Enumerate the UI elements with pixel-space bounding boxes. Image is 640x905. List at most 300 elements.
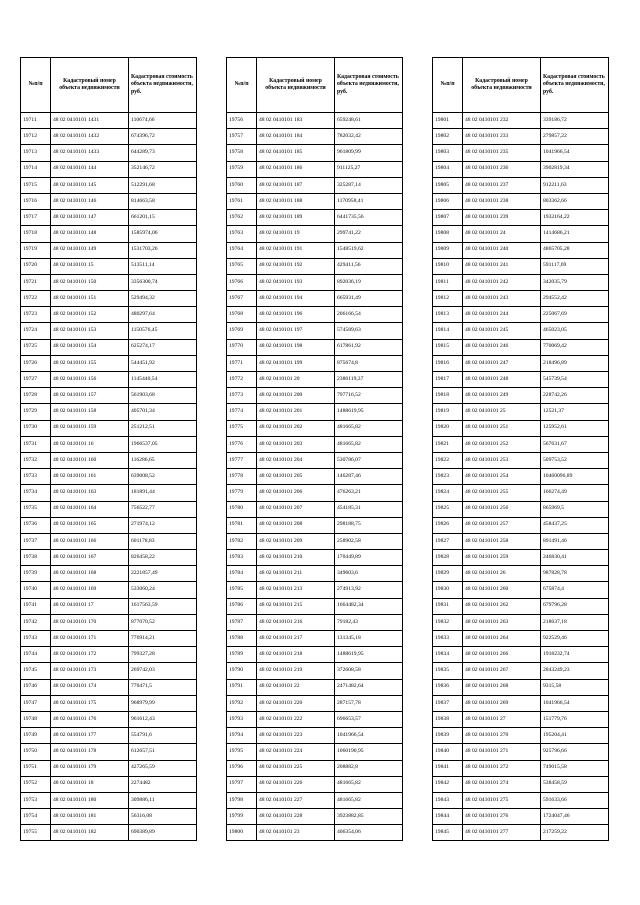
table-row [227, 533, 403, 549]
cadastral-value: 274913,92 [335, 582, 403, 598]
cadastral-number: 48 02 0410101 184 [257, 129, 335, 145]
cadastral-value: 352146,72 [129, 161, 197, 177]
table-row [227, 129, 403, 145]
cadastral-value: 574589,63 [335, 323, 403, 339]
cadastral-value: 911125,27 [335, 161, 403, 177]
row-number: 19825 [433, 501, 463, 517]
row-number: 19735 [21, 501, 51, 517]
row-number: 19839 [433, 728, 463, 744]
table-row [21, 420, 197, 436]
cadastral-value: 325287,14 [335, 177, 403, 193]
row-number: 19834 [433, 647, 463, 663]
cadastral-number: 48 02 0410101 173 [51, 663, 129, 679]
row-number: 19758 [227, 145, 257, 161]
row-number: 19714 [21, 161, 51, 177]
cadastral-value: 6441735,56 [335, 210, 403, 226]
table-row [21, 566, 197, 582]
row-number: 19814 [433, 323, 463, 339]
cadastral-number: 48 02 0410101 158 [51, 404, 129, 420]
cadastral-value: 480297,64 [129, 307, 197, 323]
cadastral-value: 1918232,74 [541, 647, 609, 663]
cadastral-number: 48 02 0410101 154 [51, 339, 129, 355]
table-row [433, 177, 609, 193]
cadastral-value: 749015,58 [541, 760, 609, 776]
cadastral-value: 12521,37 [541, 404, 609, 420]
row-number: 19810 [433, 258, 463, 274]
cadastral-number: 48 02 0410101 271 [463, 744, 541, 760]
cadastral-number: 48 02 0410101 204 [257, 452, 335, 468]
row-number: 19816 [433, 355, 463, 371]
row-number: 19727 [21, 372, 51, 388]
cadastral-value: 659248,61 [335, 113, 403, 129]
cadastral-value: 218496,89 [541, 355, 609, 371]
cadastral-number: 48 02 0410101 178 [51, 744, 129, 760]
row-number: 19830 [433, 582, 463, 598]
cadastral-number: 48 02 0410101 251 [463, 420, 541, 436]
cadastral-value: 206166,54 [335, 307, 403, 323]
cadastral-value: 349603,6 [335, 566, 403, 582]
table-row [433, 760, 609, 776]
row-number: 19736 [21, 517, 51, 533]
cadastral-number: 48 02 0410101 1432 [51, 129, 129, 145]
row-number: 19756 [227, 113, 257, 129]
cadastral-number: 48 02 0410101 171 [51, 631, 129, 647]
cadastral-value: 481665,82 [335, 776, 403, 792]
cadastral-value: 195204,41 [541, 728, 609, 744]
row-number: 19842 [433, 776, 463, 792]
row-number: 19785 [227, 582, 257, 598]
header-cadastral-number: Кадастровый номер объекта недвижимости [51, 58, 129, 113]
cadastral-value: 912211,63 [541, 177, 609, 193]
row-number: 19807 [433, 210, 463, 226]
table-row [227, 485, 403, 501]
cadastral-value: 679796,28 [541, 598, 609, 614]
cadastral-number: 48 02 0410101 239 [463, 210, 541, 226]
table-row [227, 274, 403, 290]
cadastral-number: 48 02 0410101 210 [257, 550, 335, 566]
cadastral-number: 48 02 0410101 222 [257, 711, 335, 727]
cadastral-value: 251212,51 [129, 420, 197, 436]
cadastral-value: 458437,25 [541, 517, 609, 533]
row-number: 19826 [433, 517, 463, 533]
row-number: 19773 [227, 388, 257, 404]
row-number: 19717 [21, 210, 51, 226]
cadastral-number: 48 02 0410101 194 [257, 291, 335, 307]
cadastral-value: 591117,69 [541, 258, 609, 274]
cadastral-value: 803362,66 [541, 193, 609, 209]
register-table-1 [20, 57, 197, 841]
table-row [433, 614, 609, 630]
row-number: 19789 [227, 647, 257, 663]
row-number: 19794 [227, 728, 257, 744]
table-row [227, 582, 403, 598]
table-row [21, 533, 197, 549]
cadastral-number: 48 02 0410101 200 [257, 388, 335, 404]
cadastral-value: 530786,07 [335, 452, 403, 468]
cadastral-number: 48 02 0410101 150 [51, 274, 129, 290]
cadastral-number: 48 02 0410101 205 [257, 469, 335, 485]
table-row [227, 792, 403, 808]
cadastral-value: 131345,18 [335, 631, 403, 647]
row-number: 19719 [21, 242, 51, 258]
cadastral-number: 48 02 0410101 217 [257, 631, 335, 647]
cadastral-value: 1932164,22 [541, 210, 609, 226]
table-row [227, 145, 403, 161]
cadastral-number: 48 02 0410101 164 [51, 501, 129, 517]
cadastral-value: 617861,92 [335, 339, 403, 355]
row-number: 19783 [227, 550, 257, 566]
cadastral-number: 48 02 0410101 254 [463, 469, 541, 485]
table-row [433, 339, 609, 355]
cadastral-number: 48 02 0410101 245 [463, 323, 541, 339]
row-number: 19766 [227, 274, 257, 290]
row-number: 19760 [227, 177, 257, 193]
table-row [433, 469, 609, 485]
row-number: 19832 [433, 614, 463, 630]
cadastral-value: 591633,66 [541, 792, 609, 808]
cadastral-value: 2221857,49 [129, 566, 197, 582]
cadastral-number: 48 02 0410101 148 [51, 226, 129, 242]
cadastral-value: 826458,22 [129, 550, 197, 566]
cadastral-number: 48 02 0410101 201 [257, 404, 335, 420]
table-row [21, 113, 197, 129]
row-number: 19762 [227, 210, 257, 226]
row-number: 19797 [227, 776, 257, 792]
cadastral-value: 4865705,28 [541, 242, 609, 258]
cadastral-number: 48 02 0410101 206 [257, 485, 335, 501]
table-row [21, 760, 197, 776]
cadastral-value: 690389,89 [129, 825, 197, 841]
cadastral-number: 48 02 0410101 276 [463, 809, 541, 825]
cadastral-value: 797716,52 [335, 388, 403, 404]
table-row [433, 501, 609, 517]
row-number: 19817 [433, 372, 463, 388]
row-number: 19827 [433, 533, 463, 549]
table-row [433, 809, 609, 825]
cadastral-number: 48 02 0410101 228 [257, 809, 335, 825]
cadastral-value: 612657,51 [129, 744, 197, 760]
row-number: 19840 [433, 744, 463, 760]
table-row [227, 728, 403, 744]
table-row [21, 323, 197, 339]
row-number: 19812 [433, 291, 463, 307]
cadastral-number: 48 02 0410101 22 [257, 679, 335, 695]
table-row [21, 582, 197, 598]
table-row [21, 161, 197, 177]
cadastral-number: 48 02 0410101 232 [463, 113, 541, 129]
cadastral-number: 48 02 0410101 175 [51, 695, 129, 711]
cadastral-number: 48 02 0410101 258 [463, 533, 541, 549]
row-number: 19808 [433, 226, 463, 242]
row-number: 19782 [227, 533, 257, 549]
row-number: 19722 [21, 291, 51, 307]
cadastral-value: 339186,72 [541, 113, 609, 129]
table-row [227, 631, 403, 647]
row-number: 19774 [227, 404, 257, 420]
table-row [227, 193, 403, 209]
table-row [227, 776, 403, 792]
row-number: 19728 [21, 388, 51, 404]
row-number: 19716 [21, 193, 51, 209]
cadastral-value: 9315,58 [541, 679, 609, 695]
table-row [21, 695, 197, 711]
cadastral-value: 1414686,21 [541, 226, 609, 242]
table-row [227, 242, 403, 258]
cadastral-value: 454185,31 [335, 501, 403, 517]
row-number: 19712 [21, 129, 51, 145]
table-row [433, 193, 609, 209]
cadastral-number: 48 02 0410101 146 [51, 193, 129, 209]
table-row [433, 242, 609, 258]
table-row [21, 193, 197, 209]
row-number: 19738 [21, 550, 51, 566]
cadastral-number: 48 02 0410101 207 [257, 501, 335, 517]
table-row [21, 792, 197, 808]
cadastral-value: 217259,22 [541, 825, 609, 841]
table-row [21, 598, 197, 614]
cadastral-number: 48 02 0410101 152 [51, 307, 129, 323]
cadastral-value: 481665,82 [335, 436, 403, 452]
cadastral-value: 225067,69 [541, 307, 609, 323]
row-number: 19815 [433, 339, 463, 355]
cadastral-number: 48 02 0410101 26 [463, 566, 541, 582]
table-row [21, 809, 197, 825]
row-number: 19800 [227, 825, 257, 841]
cadastral-number: 48 02 0410101 223 [257, 728, 335, 744]
cadastral-number: 48 02 0410101 244 [463, 307, 541, 323]
cadastral-value: 1041966,54 [541, 145, 609, 161]
row-number: 19731 [21, 436, 51, 452]
table-row [21, 469, 197, 485]
row-number: 19788 [227, 631, 257, 647]
table-header-row [433, 58, 609, 113]
table-row [227, 291, 403, 307]
cadastral-value: 925796,66 [541, 744, 609, 760]
cadastral-value: 2274482 [129, 776, 197, 792]
cadastral-value: 3923882,85 [335, 809, 403, 825]
cadastral-number: 48 02 0410101 185 [257, 145, 335, 161]
row-number: 19844 [433, 809, 463, 825]
row-number: 19809 [433, 242, 463, 258]
cadastral-number: 48 02 0410101 189 [257, 210, 335, 226]
row-number: 19818 [433, 388, 463, 404]
cadastral-number: 48 02 0410101 165 [51, 517, 129, 533]
table-row [227, 339, 403, 355]
table-row [433, 679, 609, 695]
cadastral-value: 961809,99 [335, 145, 403, 161]
cadastral-value: 309886,11 [129, 792, 197, 808]
row-number: 19768 [227, 307, 257, 323]
row-number: 19787 [227, 614, 257, 630]
cadastral-number: 48 02 0410101 186 [257, 161, 335, 177]
table-row [21, 776, 197, 792]
cadastral-number: 48 02 0410101 24 [463, 226, 541, 242]
table-row [21, 614, 197, 630]
table-row [21, 226, 197, 242]
table-row [227, 469, 403, 485]
cadastral-value: 601178,83 [129, 533, 197, 549]
row-number: 19713 [21, 145, 51, 161]
cadastral-number: 48 02 0410101 216 [257, 614, 335, 630]
table-row [433, 663, 609, 679]
cadastral-number: 48 02 0410101 156 [51, 372, 129, 388]
cadastral-value: 1041966,54 [335, 728, 403, 744]
cadastral-value: 782032,42 [335, 129, 403, 145]
cadastral-value: 922529,46 [541, 631, 609, 647]
cadastral-number: 48 02 0410101 15 [51, 258, 129, 274]
table-row [21, 647, 197, 663]
cadastral-value: 2471482,64 [335, 679, 403, 695]
row-number: 19767 [227, 291, 257, 307]
cadastral-number: 48 02 0410101 274 [463, 776, 541, 792]
cadastral-value: 56316,08 [129, 809, 197, 825]
row-number: 19732 [21, 452, 51, 468]
row-number: 19837 [433, 695, 463, 711]
header-cadastral-value: Кадастровая стоимость объекта недвижимости, руб. [335, 58, 403, 113]
row-number: 19791 [227, 679, 257, 695]
table-row [21, 404, 197, 420]
row-number: 19796 [227, 760, 257, 776]
cadastral-value: 1060190,95 [335, 744, 403, 760]
cadastral-number: 48 02 0410101 218 [257, 647, 335, 663]
table-row [21, 307, 197, 323]
table-row [227, 501, 403, 517]
table-row [227, 760, 403, 776]
cadastral-number: 48 02 0410101 202 [257, 420, 335, 436]
table-row [21, 485, 197, 501]
row-number: 19711 [21, 113, 51, 129]
row-number: 19721 [21, 274, 51, 290]
table-row [433, 550, 609, 566]
cadastral-number: 48 02 0410101 19 [257, 226, 335, 242]
row-number: 19770 [227, 339, 257, 355]
row-number: 19819 [433, 404, 463, 420]
row-number: 19747 [21, 695, 51, 711]
cadastral-value: 875674,8 [335, 355, 403, 371]
cadastral-value: 228742,26 [541, 388, 609, 404]
cadastral-number: 48 02 0410101 252 [463, 436, 541, 452]
cadastral-value: 512291,68 [129, 177, 197, 193]
cadastral-value: 544451,92 [129, 355, 197, 371]
table-row [21, 355, 197, 371]
table-row [433, 825, 609, 841]
cadastral-value: 125952,61 [541, 420, 609, 436]
table-row [21, 501, 197, 517]
cadastral-value: 1488619,95 [335, 647, 403, 663]
row-number: 19763 [227, 226, 257, 242]
row-number: 19802 [433, 129, 463, 145]
table-row [433, 274, 609, 290]
cadastral-number: 48 02 0410101 260 [463, 582, 541, 598]
table-row [433, 517, 609, 533]
row-number: 19737 [21, 533, 51, 549]
table-row [227, 355, 403, 371]
table-row [433, 226, 609, 242]
row-number: 19784 [227, 566, 257, 582]
cadastral-value: 538458,59 [541, 776, 609, 792]
register-table-3 [432, 57, 609, 841]
cadastral-value: 406354,06 [335, 825, 403, 841]
row-number: 19822 [433, 452, 463, 468]
cadastral-value: 1488619,95 [335, 404, 403, 420]
table-header-row [21, 58, 197, 113]
table-row [227, 210, 403, 226]
row-number: 19750 [21, 744, 51, 760]
cadastral-number: 48 02 0410101 242 [463, 274, 541, 290]
table-body [21, 113, 197, 841]
cadastral-value: 554791,6 [129, 728, 197, 744]
table-row [227, 307, 403, 323]
cadastral-value: 1170958,41 [335, 193, 403, 209]
cadastral-number: 48 02 0410101 177 [51, 728, 129, 744]
row-number: 19843 [433, 792, 463, 808]
row-number: 19715 [21, 177, 51, 193]
row-number: 19779 [227, 485, 257, 501]
cadastral-number: 48 02 0410101 243 [463, 291, 541, 307]
cadastral-value: 770069,42 [541, 339, 609, 355]
cadastral-number: 48 02 0410101 246 [463, 339, 541, 355]
table-row [21, 177, 197, 193]
row-number: 19759 [227, 161, 257, 177]
cadastral-value: 372608,58 [335, 663, 403, 679]
table-row [227, 744, 403, 760]
row-number: 19793 [227, 711, 257, 727]
table-row [227, 695, 403, 711]
table-row [433, 452, 609, 468]
table-row [433, 161, 609, 177]
table-row [433, 323, 609, 339]
row-number: 19777 [227, 452, 257, 468]
cadastral-value: 342035,79 [541, 274, 609, 290]
table-row [433, 145, 609, 161]
cadastral-value: 427265,59 [129, 760, 197, 776]
row-number: 19720 [21, 258, 51, 274]
table-row [21, 663, 197, 679]
cadastral-number: 48 02 0410101 25 [463, 404, 541, 420]
row-number: 19821 [433, 436, 463, 452]
table-row [433, 307, 609, 323]
row-number: 19772 [227, 372, 257, 388]
row-number: 19820 [433, 420, 463, 436]
cadastral-number: 48 02 0410101 181 [51, 809, 129, 825]
cadastral-value: 3356300,74 [129, 274, 197, 290]
cadastral-number: 48 02 0410101 151 [51, 291, 129, 307]
cadastral-value: 877070,52 [129, 614, 197, 630]
cadastral-number: 48 02 0410101 183 [257, 113, 335, 129]
table-row [433, 210, 609, 226]
cadastral-value: 271974,12 [129, 517, 197, 533]
row-number: 19743 [21, 631, 51, 647]
table-row [21, 631, 197, 647]
table-row [433, 776, 609, 792]
table-header-row [227, 58, 403, 113]
cadastral-number: 48 02 0410101 161 [51, 469, 129, 485]
table-row [433, 598, 609, 614]
row-number: 19780 [227, 501, 257, 517]
table-row [227, 177, 403, 193]
cadastral-value: 770471,5 [129, 679, 197, 695]
cadastral-number: 48 02 0410101 240 [463, 242, 541, 258]
row-number: 19733 [21, 469, 51, 485]
table-row [433, 388, 609, 404]
cadastral-value: 79182,43 [335, 614, 403, 630]
cadastral-value: 644289,73 [129, 145, 197, 161]
cadastral-number: 48 02 0410101 272 [463, 760, 541, 776]
cadastral-number: 48 02 0410101 170 [51, 614, 129, 630]
cadastral-value: 279857,22 [541, 129, 609, 145]
cadastral-number: 48 02 0410101 266 [463, 647, 541, 663]
cadastral-number: 48 02 0410101 257 [463, 517, 541, 533]
